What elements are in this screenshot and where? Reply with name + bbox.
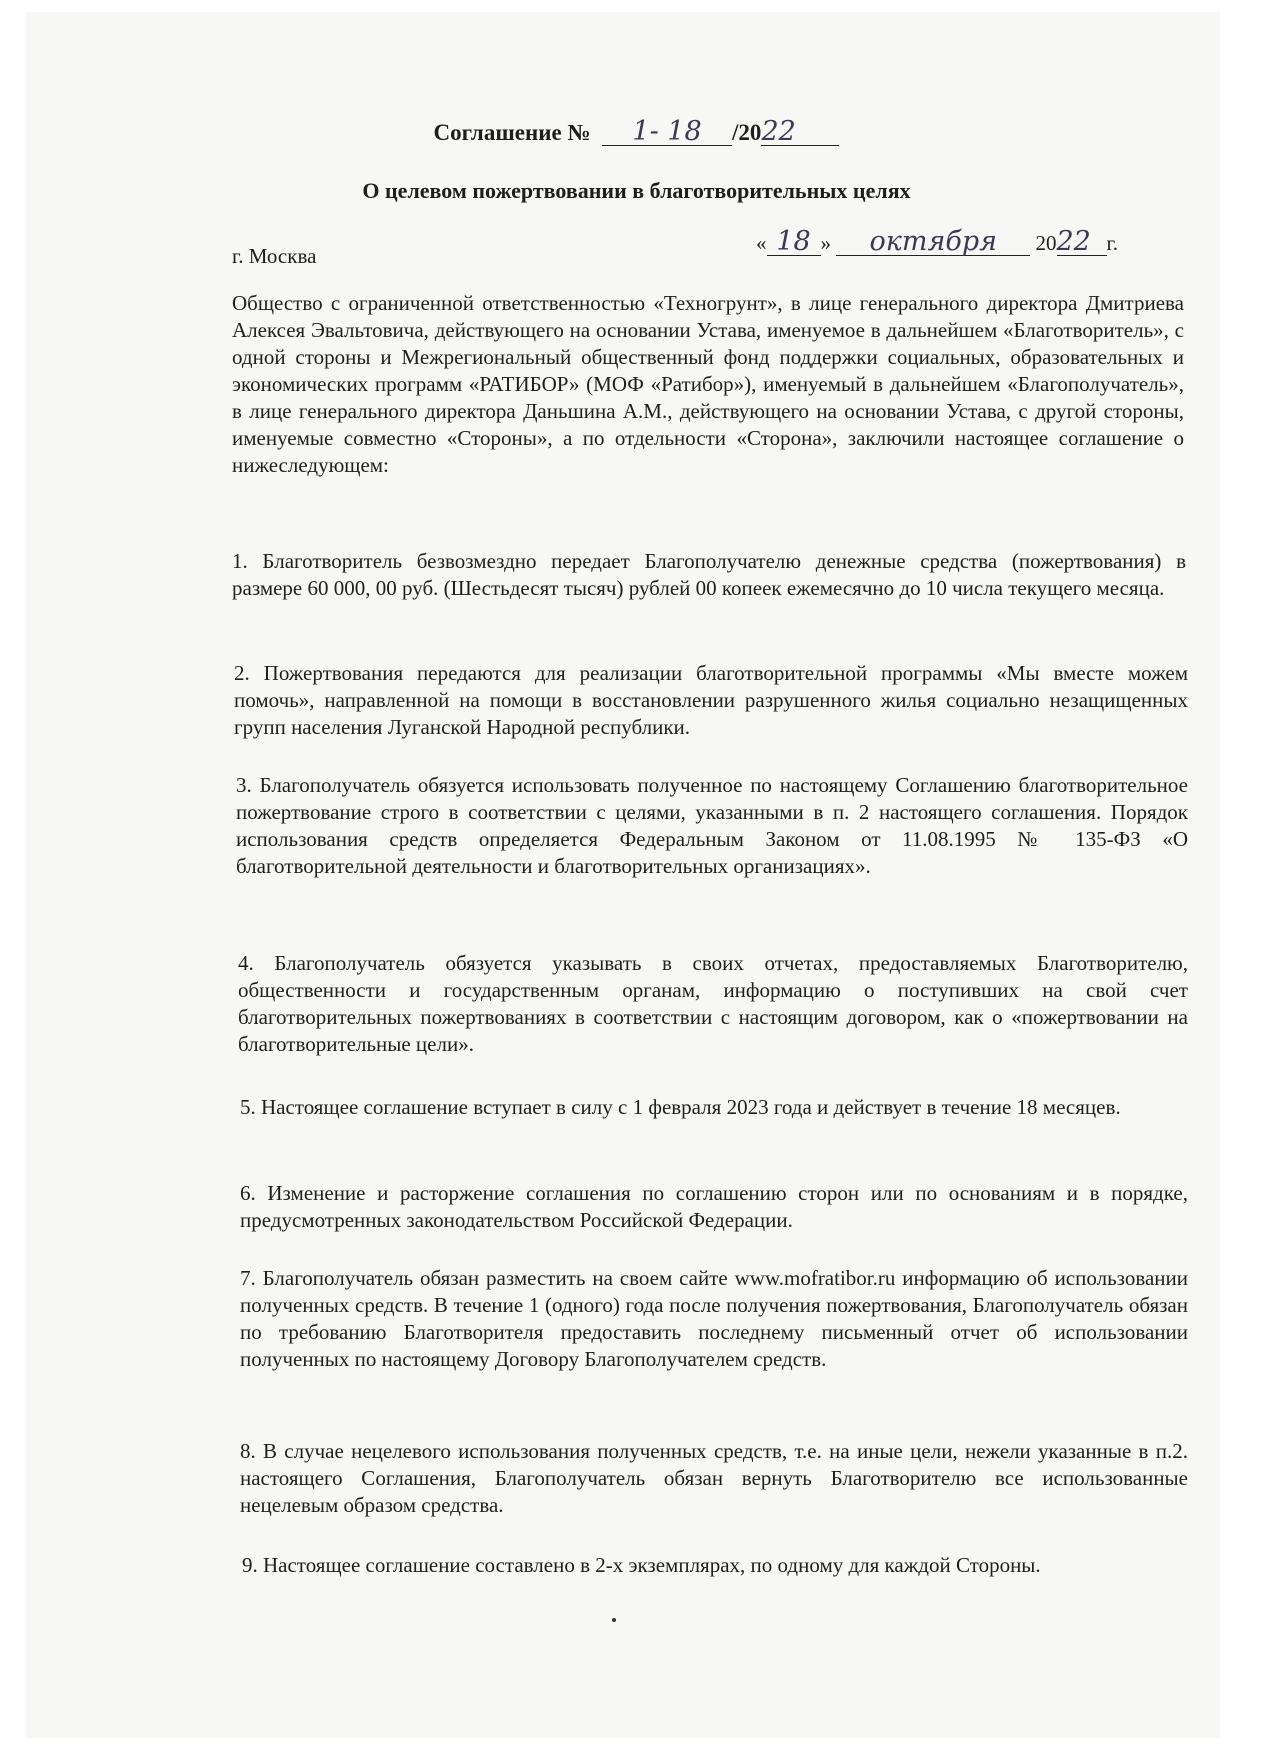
agreement-title — [0, 118, 1273, 146]
date-close-quote: » — [820, 231, 831, 255]
preamble-paragraph: Общество с ограниченной ответственностью «Техногрунт», в лице генерального директора Дмитриева Алексея Эвальтовича, действующего на основании Устава, именуемое в дальнейшем «Благотворитель», с одной стороны и Межрегиональный общественный фонд поддержки социальных, образовательных и экономических программ «РАТИБОР» (МОФ «Ратибор»), именуемый в дальнейшем «Благополучатель», в лице генерального директора Даньшина А.М., действующего на основании Устава, с другой стороны, именуемые совместно «Стороны», а по отдельности «Сторона», заключили настоящее соглашение о нижеследующем: — [232, 291, 1184, 477]
clause-9: 9. Настоящее соглашение составлено в 2-х экземплярах, по одному для каждой Стороны. — [242, 1553, 1041, 1577]
clause-2: 2. Пожертвования передаются для реализации благотворительной программы «Мы вместе можем помочь», направленной на помощи в восстановлении разрушенного жилья социально незащищенных групп населения Луганской Народной республики. — [234, 661, 1188, 739]
clause-3: 3. Благополучатель обязуется использовать полученное по настоящему Соглашению благотворительное пожертвование строго в соответствии с целями, указанными в п. 2 настоящего соглашения. Порядок использования средств определяется Федеральным Законом от 11.08.1995 № 135-ФЗ «О благотворительной деятельности и благотворительных организациях». — [236, 773, 1188, 878]
scan-speck — [612, 1618, 616, 1622]
clause-5: 5. Настоящее соглашение вступает в силу с 1 февраля 2023 года и действует в течение 18 месяцев. — [240, 1095, 1121, 1119]
date-year-prefix: 20 — [1035, 231, 1057, 255]
agreement-date — [756, 228, 1118, 256]
date-open-quote: « — [756, 231, 767, 255]
handwritten-day: 18 — [767, 228, 821, 256]
handwritten-year: 22 — [1057, 228, 1107, 256]
handwritten-month: октября — [836, 228, 1030, 256]
city: г. Москва — [232, 244, 317, 268]
clause-8: 8. В случае нецелевого использования полученных средств, т.е. на иные цели, нежели указанные в п.2. настоящего Соглашения, Благополучатель обязан вернуть Благотворителю все использованные нецелевым образом средства. — [240, 1439, 1188, 1517]
agreement-subtitle: О целевом пожертвовании в благотворительных целях — [362, 178, 911, 203]
clause-4: 4. Благополучатель обязуется указывать в своих отчетах, предоставляемых Благотворителю, общественности и государственным органам, информацию о поступивших на свой счет благотворительных пожертвованиях в соответствии с настоящим договором, как о «пожертвовании на благотворительные цели». — [238, 951, 1188, 1056]
title-prefix: Соглашение № — [433, 120, 591, 145]
handwritten-agreement-year: 22 — [761, 118, 839, 146]
date-year-mark: г. — [1106, 231, 1118, 255]
clause-6: 6. Изменение и расторжение соглашения по соглашению сторон или по основаниям и в порядке, предусмотренных законодательством Российской Федерации. — [240, 1181, 1188, 1232]
clause-7: 7. Благополучатель обязан разместить на своем сайте www.mofratibor.ru информацию об использовании полученных средств. В течение 1 (одного) года после получения пожертвования, Благополучатель обязан по требованию Благотворителя предоставить последнему письменный отчет об использовании полученных по настоящему Договору Благополучателем средств. — [240, 1266, 1188, 1371]
clause-1: 1. Благотворитель безвозмездно передает Благополучателю денежные средства (пожертвования) в размере 60 000, 00 руб. (Шестьдесят тысяч) рублей 00 копеек ежемесячно до 10 числа текущего месяца. — [232, 549, 1186, 600]
handwritten-agreement-number: 1- 18 — [602, 118, 732, 146]
title-separator: /20 — [732, 120, 762, 145]
